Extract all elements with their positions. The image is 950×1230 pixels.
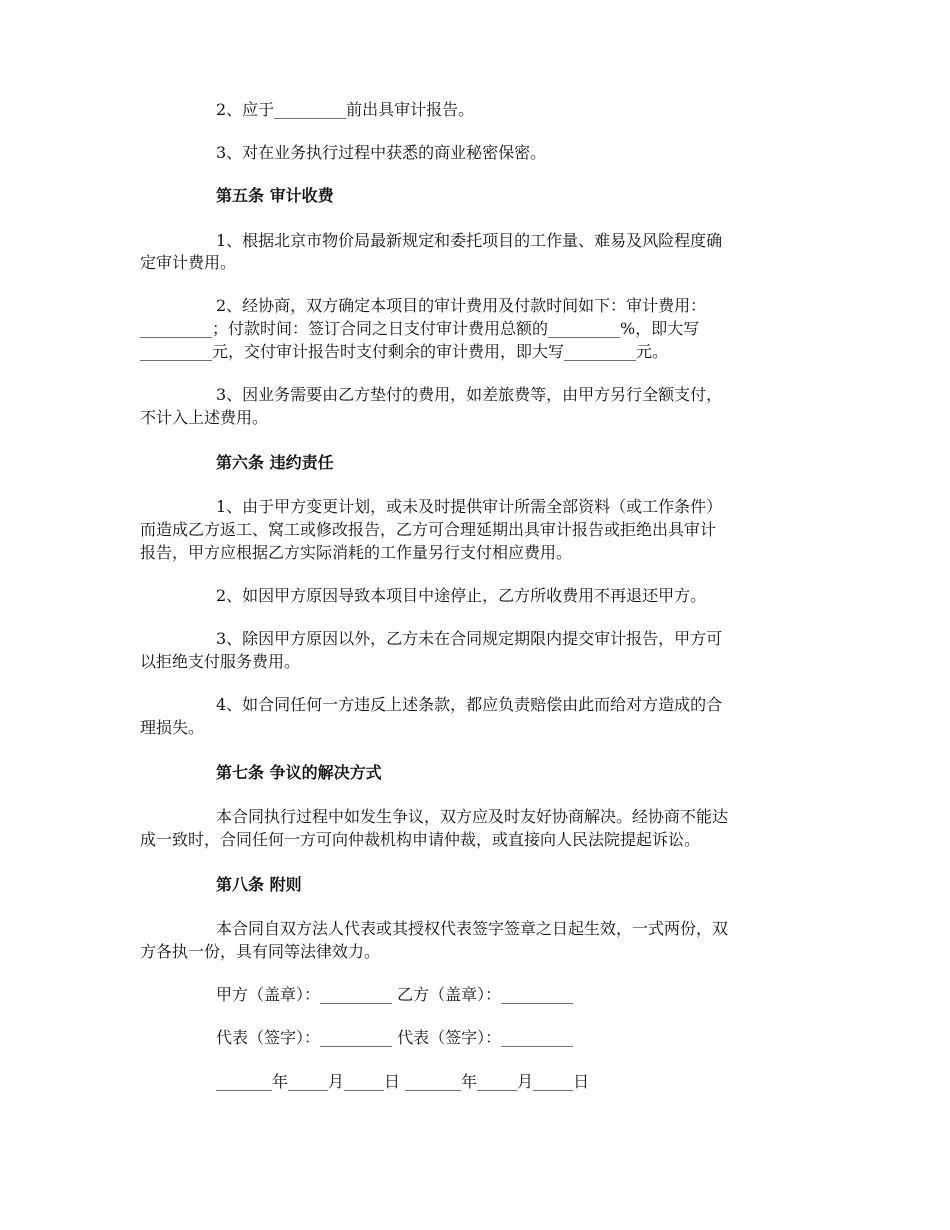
clause-8-text-line-2: 方各执一份，具有同等法律效力。 [140,942,381,961]
clause-6-item-3-line-1: 3、除因甲方原因以外，乙方未在合同规定期限内提交审计报告，甲方可 [216,629,723,648]
clause-4-item-2: 2、应于_________前出具审计报告。 [216,100,475,119]
clause-5-item-3-line-1: 3、因业务需要由乙方垫付的费用，如差旅费等，由甲方另行全额支付， [216,385,723,404]
clause-8-text-line-1: 本合同自双方法人代表或其授权代表签字签章之日起生效，一式两份，双 [216,919,729,938]
signature-seal-row: 甲方（盖章）：_________ 乙方（盖章）：_________ [216,985,574,1004]
clause-5-item-1-line-1: 1、根据北京市物价局最新规定和委托项目的工作量、难易及风险程度确 [216,231,723,250]
clause-5-item-2-line-1: 2、经协商，双方确定本项目的审计费用及付款时间如下：审计费用： [216,296,707,315]
clause-6-item-1-line-1: 1、由于甲方变更计划，或未及时提供审计所需全部资料（或工作条件） [216,497,723,516]
clause-5-item-2-line-3: _________元，交付审计报告时支付剩余的审计费用，即大写_________元。 [140,342,669,361]
clause-4-item-3: 3、对在业务执行过程中获悉的商业秘密保密。 [216,143,547,162]
clause-6-item-2: 2、如因甲方原因导致本项目中途停止，乙方所收费用不再退还甲方。 [216,586,707,605]
clause-5-item-1-line-2: 定审计费用。 [140,253,237,272]
clause-7-text-line-2: 成一致时，合同任何一方可向仲裁机构申请仲裁，或直接向人民法院提起诉讼。 [140,830,701,849]
clause-8-heading: 第八条 附则 [216,875,302,894]
clause-7-text-line-1: 本合同执行过程中如发生争议，双方应及时友好协商解决。经协商不能达 [216,807,729,826]
clause-6-item-3-line-2: 以拒绝支付服务费用。 [140,652,301,671]
clause-6-item-1-line-3: 报告，甲方应根据乙方实际消耗的工作量另行支付相应费用。 [140,543,573,562]
clause-7-heading: 第七条 争议的解决方式 [216,763,382,782]
clause-5-item-2-line-2: _________；付款时间：签订合同之日支付审计费用总额的_________%，即大写 [140,319,700,338]
clause-6-item-4-line-1: 4、如合同任何一方违反上述条款，都应负责赔偿由此而给对方造成的合 [216,695,723,714]
clause-6-item-1-line-2: 而造成乙方返工、窝工或修改报告，乙方可合理延期出具审计报告或拒绝出具审计 [140,520,717,539]
clause-5-item-3-line-2: 不计入上述费用。 [140,408,269,427]
clause-6-item-4-line-2: 理损失。 [140,718,205,737]
signature-date-row: _______年_____月_____日 _______年_____月_____日 [216,1072,590,1091]
signature-representative-row: 代表（签字）：_________ 代表（签字）：_________ [216,1028,574,1047]
clause-6-heading: 第六条 违约责任 [216,453,334,472]
clause-5-heading: 第五条 审计收费 [216,186,334,205]
